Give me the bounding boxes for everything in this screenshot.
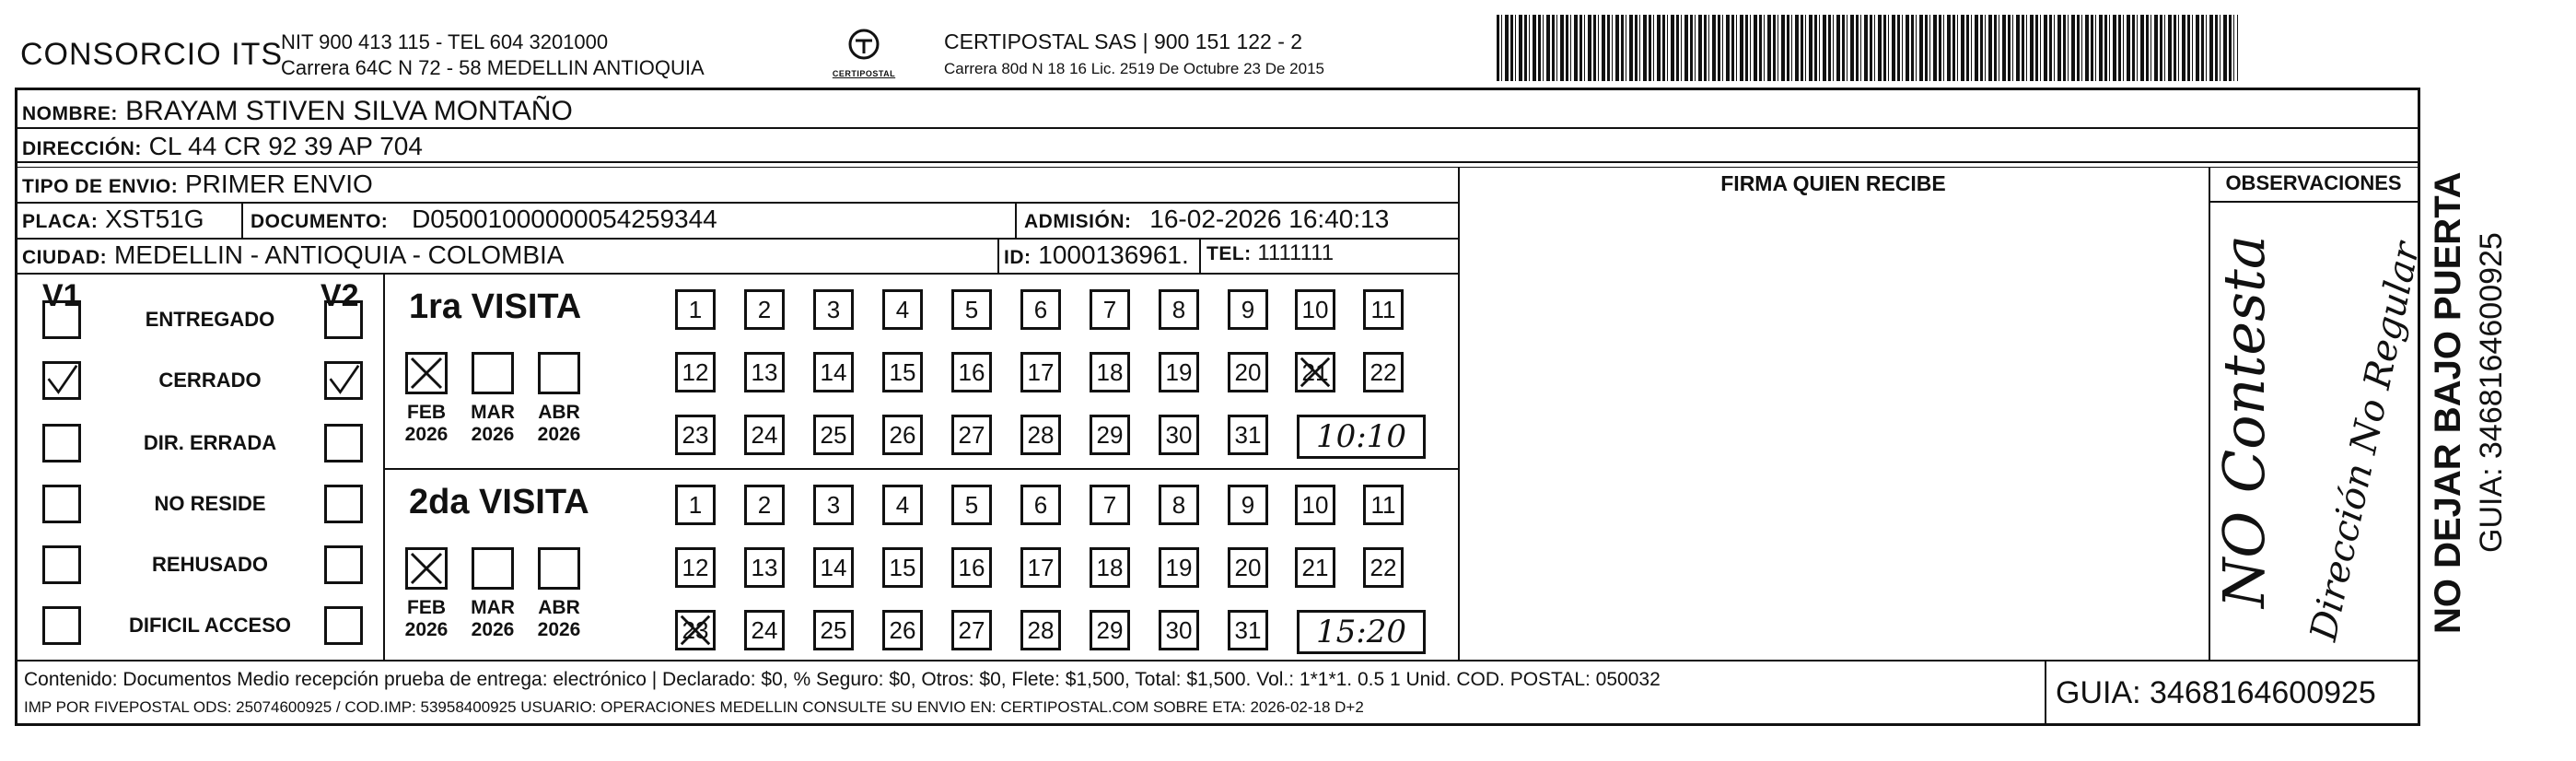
day-box[interactable]: 27	[951, 610, 992, 650]
documento-field	[251, 205, 717, 234]
ciudad-label: CIUDAD:	[22, 247, 108, 268]
barcode	[1497, 15, 2238, 81]
month-name: MAR	[471, 597, 515, 618]
day-box[interactable]: 8	[1159, 289, 1199, 330]
status-v1-checkbox[interactable]	[42, 361, 81, 400]
status-v2-checkbox[interactable]	[324, 485, 363, 523]
day-box[interactable]: 10	[1295, 289, 1335, 330]
month-label	[460, 597, 525, 641]
day-box[interactable]: 26	[882, 610, 923, 650]
month-checkbox[interactable]	[472, 352, 514, 394]
month-label	[460, 402, 525, 446]
day-box[interactable]: 6	[1020, 485, 1061, 525]
day-box[interactable]: 1	[675, 485, 716, 525]
status-v2-checkbox[interactable]	[324, 424, 363, 462]
month-year: 2026	[404, 619, 449, 640]
day-box[interactable]: 22	[1363, 352, 1404, 392]
admision-value: 16-02-2026 16:40:13	[1149, 205, 1390, 233]
company-address: Carrera 64C N 72 - 58 MEDELLIN ANTIOQUIA	[281, 56, 705, 79]
day-box[interactable]: 16	[951, 547, 992, 588]
day-box[interactable]: 14	[813, 352, 854, 392]
day-box[interactable]: 21	[1295, 547, 1335, 588]
day-box[interactable]: 3	[813, 485, 854, 525]
month-name: ABR	[538, 402, 580, 423]
day-box[interactable]: 31	[1228, 610, 1268, 650]
day-box[interactable]: 13	[744, 547, 785, 588]
footer-imp: IMP POR FIVEPOSTAL ODS: 25074600925 / COD.IMP: 53958400925 USUARIO: OPERACIONES MEDELLIN CONSULTE SU ENVIO EN: CERTIPOSTAL.COM SOBRE ETA: 2026-02-18 D+2	[24, 698, 1364, 716]
direccion-label: DIRECCIÓN:	[22, 138, 142, 159]
day-box[interactable]: 4	[882, 289, 923, 330]
month-label	[527, 597, 591, 641]
day-box[interactable]: 18	[1090, 352, 1130, 392]
day-box[interactable]: 8	[1159, 485, 1199, 525]
month-checkbox[interactable]	[472, 547, 514, 590]
day-box[interactable]: 23	[675, 610, 716, 650]
v1-label: V1	[42, 278, 81, 313]
certipostal-info: CERTIPOSTAL SAS | 900 151 122 - 2	[944, 29, 1303, 53]
day-box[interactable]: 24	[744, 610, 785, 650]
nombre-value: BRAYAM STIVEN SILVA MONTAÑO	[125, 96, 573, 126]
status-v2-checkbox[interactable]	[324, 606, 363, 645]
status-label: NO RESIDE	[154, 492, 266, 515]
tipo-label: TIPO DE ENVIO:	[22, 176, 179, 197]
tel-label: TEL:	[1206, 243, 1252, 264]
day-box[interactable]: 19	[1159, 547, 1199, 588]
status-v1-checkbox[interactable]	[42, 606, 81, 645]
x-mark-icon	[1298, 355, 1333, 390]
day-box[interactable]: 20	[1228, 547, 1268, 588]
observaciones-handwritten-2: Dirección No Regular	[2302, 239, 2429, 645]
admision-field	[1024, 205, 1389, 234]
day-box[interactable]: 22	[1363, 547, 1404, 588]
placa-label: PLACA:	[22, 211, 99, 232]
certipostal-logo	[827, 28, 901, 83]
id-label: ID:	[1004, 247, 1032, 268]
company-nit: NIT 900 413 115 - TEL 604 3201000	[281, 30, 609, 53]
month-name: MAR	[471, 402, 515, 423]
status-label: ENTREGADO	[145, 308, 275, 331]
month-year: 2026	[537, 619, 581, 640]
day-box[interactable]: 9	[1228, 485, 1268, 525]
day-box[interactable]: 20	[1228, 352, 1268, 392]
month-label	[527, 402, 591, 446]
logo-text: CERTIPOSTAL	[832, 69, 896, 78]
day-box[interactable]: 5	[951, 485, 992, 525]
visit-time: 10:10	[1297, 415, 1426, 459]
ciudad-value: MEDELLIN - ANTIOQUIA - COLOMBIA	[113, 240, 565, 269]
day-box[interactable]: 27	[951, 415, 992, 455]
certipostal-logo-icon	[844, 28, 884, 64]
check-mark-icon	[327, 364, 360, 397]
day-box[interactable]: 9	[1228, 289, 1268, 330]
day-box[interactable]: 15	[882, 352, 923, 392]
nombre-field	[22, 96, 573, 127]
month-year: 2026	[471, 619, 515, 640]
day-box[interactable]: 1	[675, 289, 716, 330]
day-box[interactable]: 25	[813, 610, 854, 650]
day-box[interactable]: 29	[1090, 415, 1130, 455]
day-box[interactable]: 17	[1020, 352, 1061, 392]
observaciones-label: OBSERVACIONES	[2225, 171, 2402, 194]
company-name: CONSORCIO ITS	[20, 37, 284, 72]
day-box[interactable]: 30	[1159, 415, 1199, 455]
month-checkbox[interactable]	[538, 352, 580, 394]
day-box[interactable]: 30	[1159, 610, 1199, 650]
placa-value: XST51G	[105, 205, 204, 233]
admision-label: ADMISIÓN:	[1024, 211, 1132, 232]
documento-value: D05001000000054259344	[412, 205, 717, 233]
month-year: 2026	[404, 424, 449, 445]
day-box[interactable]: 12	[675, 547, 716, 588]
x-mark-icon	[678, 613, 713, 648]
id-value: 1000136961.	[1038, 240, 1189, 269]
day-box[interactable]: 5	[951, 289, 992, 330]
visit-time: 15:20	[1297, 610, 1426, 654]
day-box[interactable]: 2	[744, 485, 785, 525]
nombre-label: NOMBRE:	[22, 103, 118, 124]
documento-label: DOCUMENTO:	[251, 211, 389, 232]
status-v1-checkbox[interactable]	[42, 545, 81, 584]
direccion-value: CL 44 CR 92 39 AP 704	[148, 132, 423, 160]
check-mark-icon	[45, 364, 78, 397]
day-box[interactable]: 11	[1363, 485, 1404, 525]
day-box[interactable]: 15	[882, 547, 923, 588]
month-name: FEB	[407, 402, 446, 423]
month-label	[394, 597, 459, 641]
day-box[interactable]: 18	[1090, 547, 1130, 588]
footer-guia: GUIA: 3468164600925	[2056, 675, 2376, 710]
day-box[interactable]: 21	[1295, 352, 1335, 392]
status-v2-checkbox[interactable]	[324, 545, 363, 584]
tipo-field	[22, 170, 373, 199]
v2-label: V2	[321, 278, 359, 313]
day-box[interactable]: 23	[675, 415, 716, 455]
month-checkbox[interactable]	[405, 352, 448, 394]
day-box[interactable]: 31	[1228, 415, 1268, 455]
x-mark-icon	[408, 355, 445, 392]
day-box[interactable]: 13	[744, 352, 785, 392]
day-box[interactable]: 16	[951, 352, 992, 392]
ciudad-field	[22, 240, 564, 270]
status-label: REHUSADO	[152, 553, 268, 576]
day-box[interactable]: 2	[744, 289, 785, 330]
observaciones-handwritten-1: NO Contesta	[2210, 235, 2278, 608]
day-box[interactable]: 10	[1295, 485, 1335, 525]
status-v1-checkbox[interactable]	[42, 300, 81, 339]
day-box[interactable]: 14	[813, 547, 854, 588]
status-label: DIR. ERRADA	[143, 431, 277, 454]
status-label: DIFICIL ACCESO	[128, 614, 291, 637]
month-year: 2026	[537, 424, 581, 445]
day-box[interactable]: 7	[1090, 485, 1130, 525]
day-box[interactable]: 6	[1020, 289, 1061, 330]
status-v2-checkbox[interactable]	[324, 361, 363, 400]
direccion-field	[22, 132, 423, 161]
month-name: FEB	[407, 597, 446, 618]
month-checkbox[interactable]	[538, 547, 580, 590]
day-box[interactable]: 26	[882, 415, 923, 455]
day-box[interactable]: 25	[813, 415, 854, 455]
month-name: ABR	[538, 597, 580, 618]
day-box[interactable]: 17	[1020, 547, 1061, 588]
day-box[interactable]: 11	[1363, 289, 1404, 330]
status-v1-checkbox[interactable]	[42, 424, 81, 462]
status-v2-checkbox[interactable]	[324, 300, 363, 339]
day-box[interactable]: 28	[1020, 415, 1061, 455]
certipostal-address: Carrera 80d N 18 16 Lic. 2519 De Octubre 23 De 2015	[944, 60, 1324, 77]
day-box[interactable]: 28	[1020, 610, 1061, 650]
day-box[interactable]: 29	[1090, 610, 1130, 650]
firma-label: FIRMA QUIEN RECIBE	[1720, 171, 1946, 195]
day-box[interactable]: 4	[882, 485, 923, 525]
tel-field	[1206, 240, 1334, 266]
placa-field	[22, 205, 204, 234]
month-year: 2026	[471, 424, 515, 445]
month-label	[394, 402, 459, 446]
visit-title: 2da VISITA	[409, 483, 589, 521]
day-box[interactable]: 3	[813, 289, 854, 330]
day-box[interactable]: 7	[1090, 289, 1130, 330]
tel-value: 1111111	[1257, 240, 1335, 265]
side-warning: NO DEJAR BAJO PUERTA	[2428, 171, 2468, 634]
status-label: CERRADO	[158, 369, 262, 392]
footer-contenido: Contenido: Documentos Medio recepción prueba de entrega: electrónico | Declarado: $0, % Seguro: $0, Otros: $0, Flete: $1,500, Total: $1,500. Vol.: 1*1*1. 0.5 1 Unid. COD. POSTAL: 050032	[24, 669, 1661, 690]
x-mark-icon	[408, 550, 445, 587]
side-guia: GUIA: 3468164600925	[2474, 232, 2509, 553]
month-checkbox[interactable]	[405, 547, 448, 590]
visit-title: 1ra VISITA	[409, 287, 582, 326]
tipo-value: PRIMER ENVIO	[184, 170, 373, 198]
id-field	[1004, 240, 1189, 270]
day-box[interactable]: 19	[1159, 352, 1199, 392]
day-box[interactable]: 24	[744, 415, 785, 455]
day-box[interactable]: 12	[675, 352, 716, 392]
status-v1-checkbox[interactable]	[42, 485, 81, 523]
